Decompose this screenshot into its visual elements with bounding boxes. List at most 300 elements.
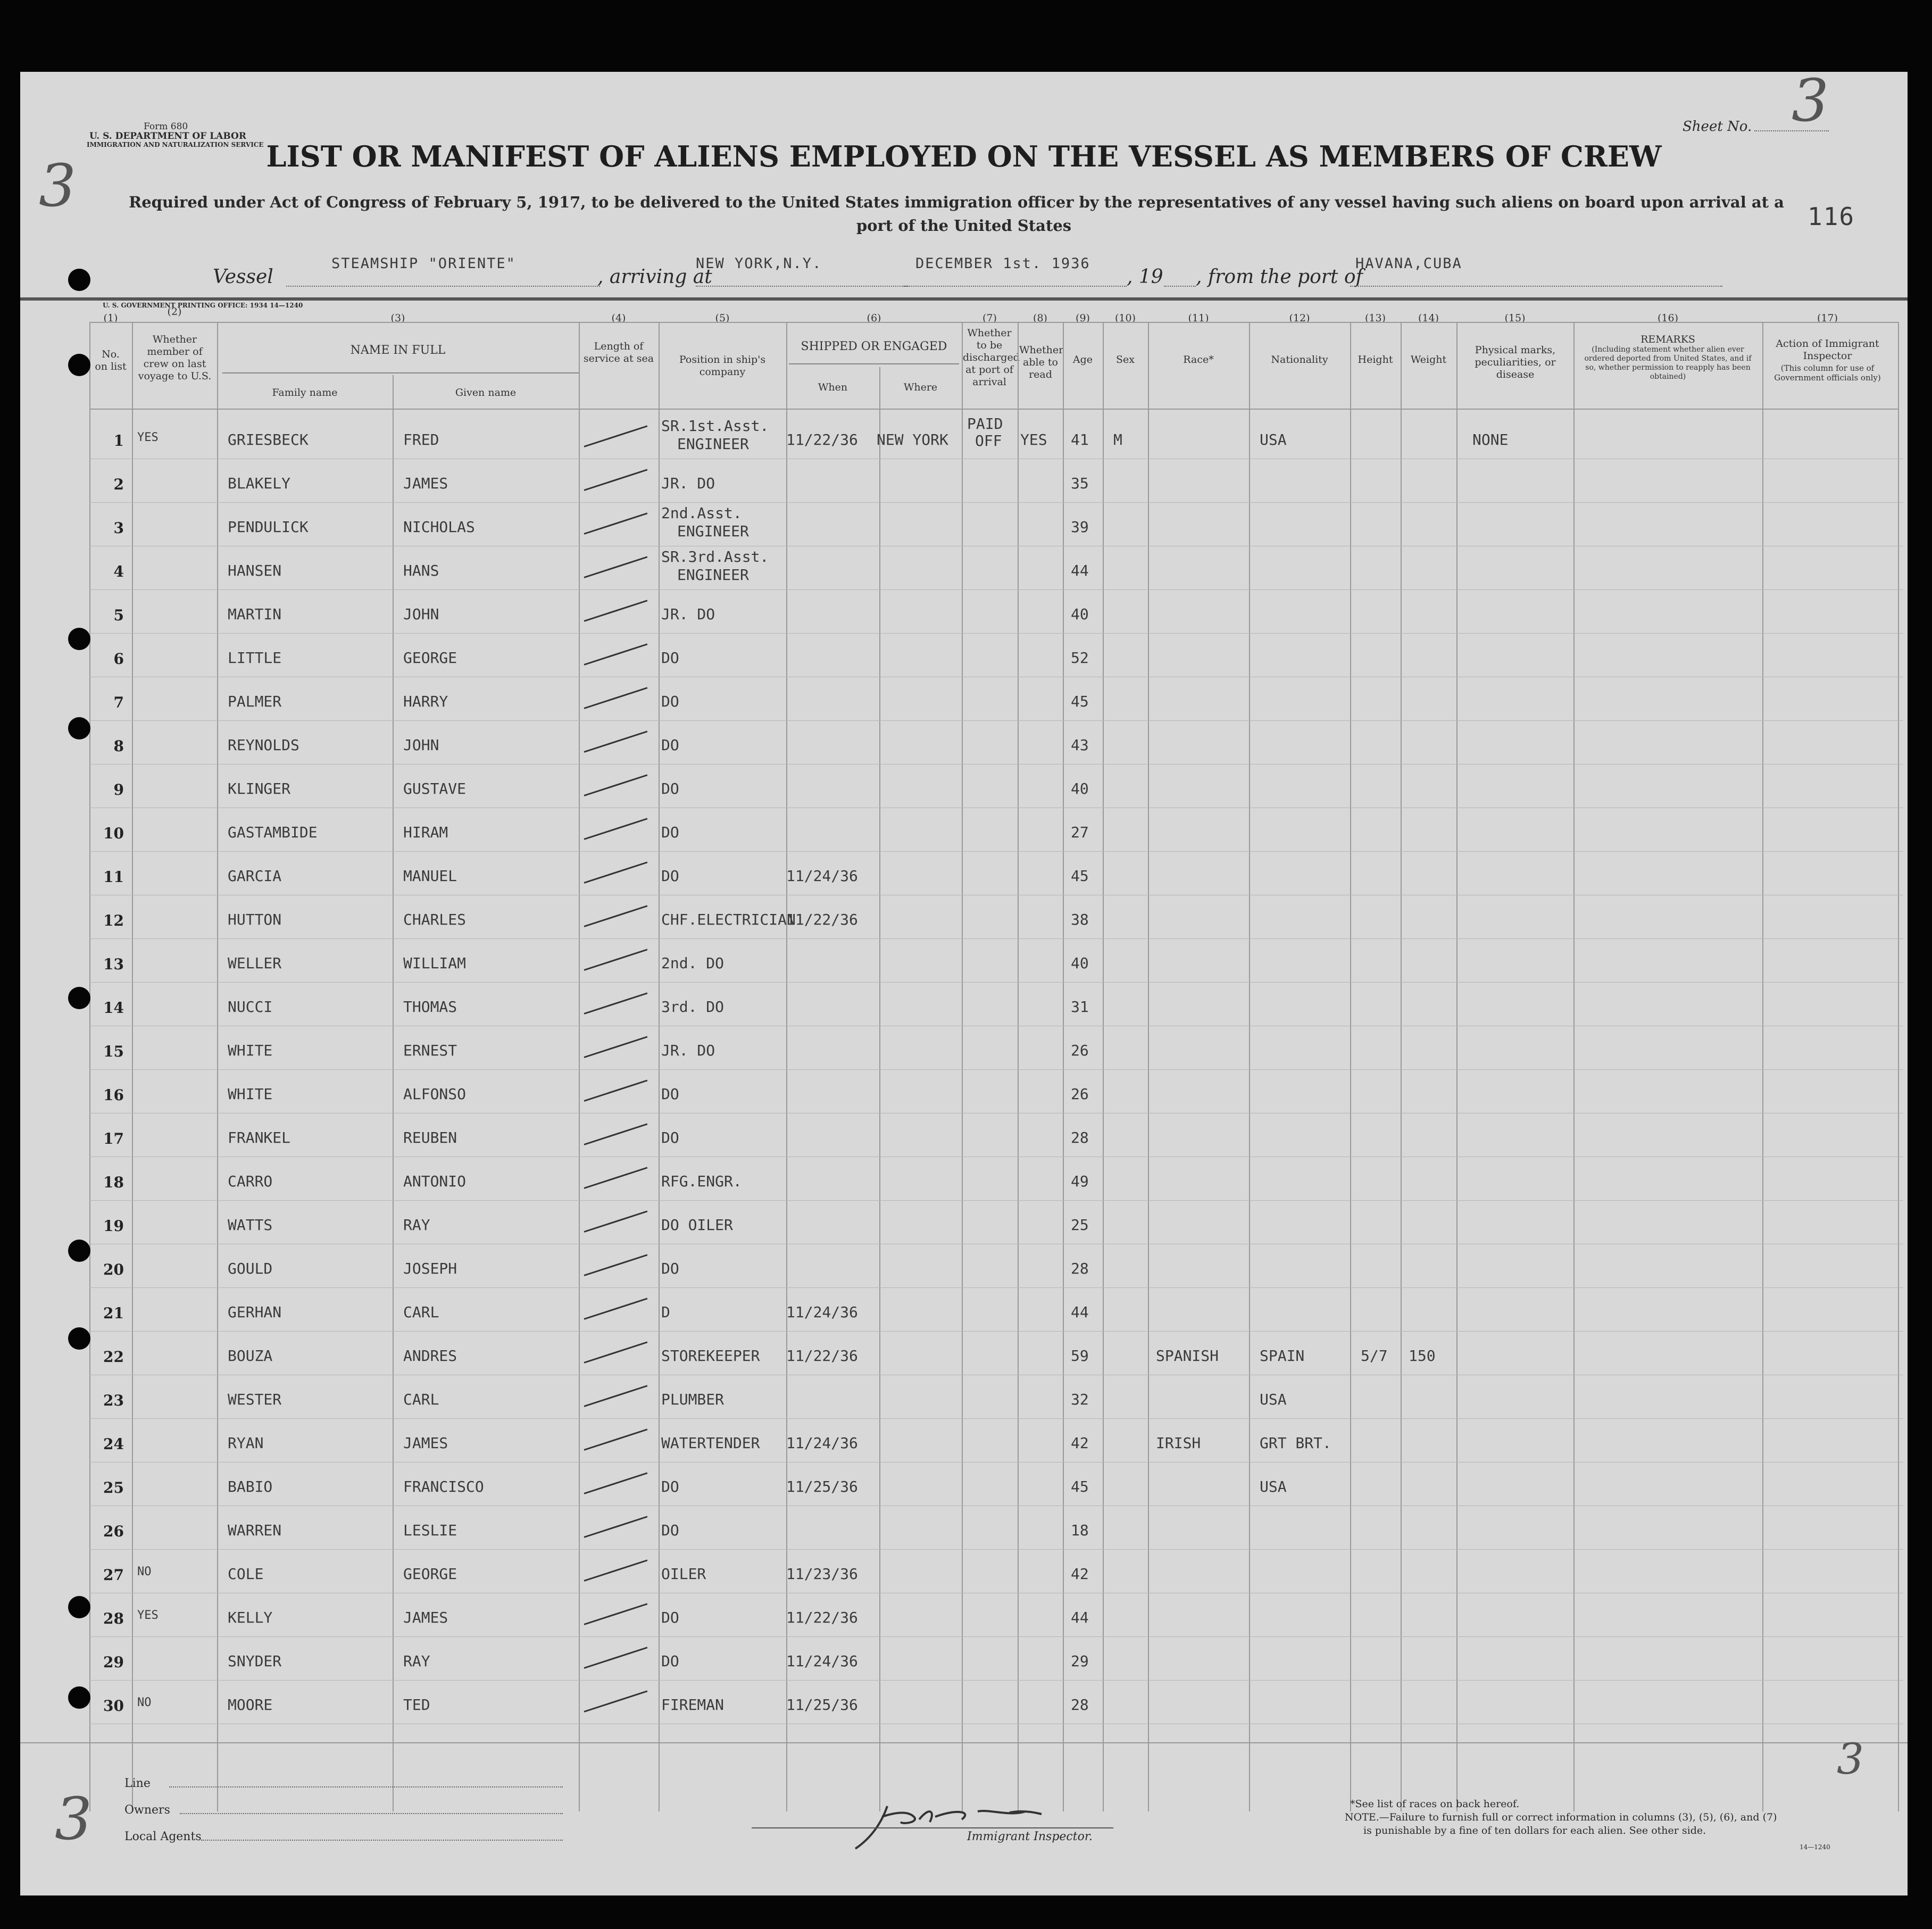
position: DO <box>661 693 679 710</box>
age: 43 <box>1071 736 1089 754</box>
table-row <box>20 415 1908 459</box>
row-number: 19 <box>103 1217 124 1235</box>
age: 38 <box>1071 911 1089 928</box>
sheet-number-label: Sheet No. <box>1683 119 1752 135</box>
able-to-read: YES <box>1020 431 1047 448</box>
position: DO <box>661 1521 679 1539</box>
position: DO <box>661 736 679 754</box>
binder-hole <box>68 1686 90 1709</box>
table-row <box>20 764 1908 808</box>
family-name: PALMER <box>228 693 282 710</box>
family-name: BLAKELY <box>228 475 291 492</box>
penalty-note-2: is punishable by a fine of ten dollars for each alien. See other side. <box>1363 1825 1706 1836</box>
position: DO <box>661 1609 679 1626</box>
shipped-when: 11/24/36 <box>786 1303 858 1321</box>
col-head-sex: Sex <box>1116 354 1135 365</box>
row-number: 8 <box>113 737 124 755</box>
footer-left-mark: 3 <box>55 1785 92 1853</box>
col-head-shipped: SHIPPED OR ENGAGED <box>801 340 947 353</box>
col-head-race: Race* <box>1183 354 1214 365</box>
family-name: REYNOLDS <box>228 736 299 754</box>
table-row <box>20 938 1908 982</box>
given-name: RAY <box>403 1216 430 1234</box>
race: IRISH <box>1156 1434 1201 1452</box>
service-check-mark <box>584 1472 648 1494</box>
col-num-3: (3) <box>390 312 405 324</box>
form-code: 14—1240 <box>1800 1843 1830 1851</box>
col-num-11: (11) <box>1188 312 1209 324</box>
col-num-15: (15) <box>1504 312 1526 324</box>
table-row <box>20 1200 1908 1244</box>
table-row <box>20 589 1908 633</box>
given-name: ANDRES <box>403 1347 457 1365</box>
printing-office-line: U. S. GOVERNMENT PRINTING OFFICE: 1934 14—1240 <box>103 302 303 309</box>
row-number: 10 <box>103 825 124 842</box>
table-row <box>20 1157 1908 1200</box>
row-number: 27 <box>103 1566 124 1584</box>
owners-field <box>180 1813 563 1814</box>
family-name: MOORE <box>228 1696 273 1714</box>
service-check-mark <box>584 774 648 796</box>
age: 40 <box>1071 780 1089 797</box>
family-name: HANSEN <box>228 562 282 579</box>
vessel-label: Vessel <box>213 266 273 288</box>
service-check-mark <box>584 643 648 665</box>
corner-mark: 3 <box>39 152 76 220</box>
position-line-2: ENGINEER <box>677 566 749 584</box>
given-name: TED <box>403 1696 430 1714</box>
weight: 150 <box>1409 1347 1436 1365</box>
row-number: 18 <box>103 1174 124 1191</box>
table-row <box>20 808 1908 851</box>
service-check-mark <box>584 1428 648 1450</box>
line-label: Line <box>124 1777 151 1790</box>
row-number: 24 <box>103 1435 124 1453</box>
family-name: COLE <box>228 1565 264 1583</box>
row-number: 2 <box>113 476 124 493</box>
col-num-9: (9) <box>1076 312 1090 324</box>
table-row <box>20 1462 1908 1506</box>
nationality: SPAIN <box>1260 1347 1305 1365</box>
col-head-weight: Weight <box>1410 354 1447 365</box>
penalty-note: NOTE.—Failure to furnish full or correct information in columns (3), (5), (6), and (7) <box>1345 1811 1777 1823</box>
year-label: , 19 <box>1127 266 1163 288</box>
position-line-2: ENGINEER <box>677 522 749 540</box>
page-title: LIST OR MANIFEST OF ALIENS EMPLOYED ON THE VESSEL AS MEMBERS OF CREW <box>266 139 1662 173</box>
position: PLUMBER <box>661 1391 724 1408</box>
position: D <box>661 1303 670 1321</box>
col-head-no: No. on list <box>95 348 127 372</box>
col-head-remarks: REMARKS <box>1640 334 1695 345</box>
col-num-14: (14) <box>1418 312 1439 324</box>
page-subtitle-2: port of the United States <box>856 217 1072 235</box>
binder-hole <box>68 987 90 1009</box>
col-num-12: (12) <box>1289 312 1310 324</box>
table-row <box>20 1680 1908 1724</box>
binder-hole <box>68 1327 90 1350</box>
given-name: MANUEL <box>403 867 457 885</box>
age: 45 <box>1071 693 1089 710</box>
col-num-4: (4) <box>611 312 626 324</box>
service-check-mark <box>584 1254 648 1276</box>
service-check-mark <box>584 818 648 839</box>
row-number: 21 <box>103 1304 124 1322</box>
position: DO <box>661 1652 679 1670</box>
col-head-age: Age <box>1072 354 1093 365</box>
owners-label: Owners <box>124 1803 170 1817</box>
inspector-signature <box>850 1795 1100 1854</box>
table-row <box>20 1331 1908 1375</box>
age: 18 <box>1071 1521 1089 1539</box>
col-num-7: (7) <box>982 312 997 324</box>
given-name: HANS <box>403 562 439 579</box>
nationality: GRT BRT. <box>1260 1434 1331 1452</box>
col-head-nationality: Nationality <box>1271 354 1328 365</box>
given-name: ALFONSO <box>403 1085 467 1103</box>
table-row <box>20 459 1908 502</box>
col-head-where: Where <box>903 381 938 393</box>
age: 28 <box>1071 1696 1089 1714</box>
nationality: USA <box>1260 1391 1287 1408</box>
family-name: FRANKEL <box>228 1129 291 1146</box>
given-name: JOHN <box>403 605 439 623</box>
service-check-mark <box>584 1385 648 1407</box>
service-check-mark <box>584 992 648 1014</box>
row-number: 16 <box>103 1086 124 1104</box>
position: DO <box>661 1260 679 1277</box>
table-row <box>20 720 1908 764</box>
row-number: 12 <box>103 912 124 929</box>
family-name: MARTIN <box>228 605 282 623</box>
position: DO <box>661 867 679 885</box>
position: DO <box>661 824 679 841</box>
col-head-name: NAME IN FULL <box>350 344 446 357</box>
service-check-mark <box>584 556 648 578</box>
age: 59 <box>1071 1347 1089 1365</box>
race: SPANISH <box>1156 1347 1219 1365</box>
family-name: WHITE <box>228 1042 273 1059</box>
page-subtitle: Required under Act of Congress of February 5, 1917, to be delivered to the United States immigration officer by the representatives of any vessel having such aliens on board upon arrival at a <box>129 193 1784 211</box>
row-number: 22 <box>103 1348 124 1366</box>
col-head-service: Length of service at sea <box>583 340 654 364</box>
age: 45 <box>1071 867 1089 885</box>
family-name: GOULD <box>228 1260 273 1277</box>
line-field <box>169 1786 563 1787</box>
age: 44 <box>1071 1303 1089 1321</box>
binder-hole <box>68 269 90 291</box>
given-name: ERNEST <box>403 1042 457 1059</box>
crew-status: NO <box>137 1696 152 1709</box>
row-number: 13 <box>103 955 124 973</box>
row-number: 14 <box>103 999 124 1017</box>
shipped-when: 11/22/36 <box>786 1347 858 1365</box>
crew-status: NO <box>137 1565 152 1578</box>
table-row <box>20 1636 1908 1680</box>
given-name: WILLIAM <box>403 954 467 972</box>
given-name: HIRAM <box>403 824 448 841</box>
family-name: WESTER <box>228 1391 282 1408</box>
position: RFG.ENGR. <box>661 1173 742 1190</box>
given-name: LESLIE <box>403 1521 457 1539</box>
col-num-1: (1) <box>103 312 118 324</box>
service-check-mark <box>584 1167 648 1188</box>
position: FIREMAN <box>661 1696 724 1714</box>
sex: M <box>1113 431 1122 448</box>
position: JR. DO <box>661 605 715 623</box>
col-num-13: (13) <box>1364 312 1386 324</box>
row-number: 20 <box>103 1261 124 1278</box>
position: SR.1st.Asst. <box>661 417 769 435</box>
table-row <box>20 1506 1908 1549</box>
service-check-mark <box>584 1036 648 1058</box>
height: 5/7 <box>1361 1347 1388 1365</box>
service-check-mark <box>584 730 648 752</box>
position: 2nd. DO <box>661 954 724 972</box>
col-num-10: (10) <box>1114 312 1136 324</box>
age: 32 <box>1071 1391 1089 1408</box>
inspector-line <box>752 1827 1113 1828</box>
discharge-line-2: OFF <box>975 432 1002 450</box>
age: 27 <box>1071 824 1089 841</box>
family-name: WELLER <box>228 954 282 972</box>
family-name: BABIO <box>228 1478 273 1495</box>
given-name: RAY <box>403 1652 430 1670</box>
table-row <box>20 1244 1908 1287</box>
discharge: PAID <box>967 415 1003 433</box>
col-head-inspector: Action of Immigrant Inspector <box>1776 338 1879 362</box>
table-row <box>20 1418 1908 1462</box>
crew-status: YES <box>137 1609 159 1622</box>
family-name: NUCCI <box>228 998 273 1016</box>
age: 49 <box>1071 1173 1089 1190</box>
nationality: USA <box>1260 1478 1287 1495</box>
form-number: Form 680 <box>144 121 188 132</box>
inspector-label: Immigrant Inspector. <box>967 1830 1093 1843</box>
age: 45 <box>1071 1478 1089 1495</box>
position: 3rd. DO <box>661 998 724 1016</box>
given-name: NICHOLAS <box>403 518 475 536</box>
family-name: GARCIA <box>228 867 282 885</box>
col-num-5: (5) <box>715 312 730 324</box>
position: JR. DO <box>661 475 715 492</box>
department-name: U. S. DEPARTMENT OF LABOR <box>89 131 246 142</box>
row-number: 17 <box>103 1130 124 1148</box>
local-agents-label: Local Agents <box>124 1830 202 1843</box>
row-number: 30 <box>103 1697 124 1715</box>
service-check-mark <box>584 469 648 490</box>
stamp-number: 116 <box>1808 202 1855 231</box>
family-name: PENDULICK <box>228 518 309 536</box>
given-name: ANTONIO <box>403 1173 467 1190</box>
vessel-name: STEAMSHIP "ORIENTE" <box>331 255 516 272</box>
shipped-where: NEW YORK <box>877 431 948 448</box>
given-name: THOMAS <box>403 998 457 1016</box>
family-name: WARREN <box>228 1521 282 1539</box>
col-head-family: Family name <box>272 387 338 398</box>
footer-right-mark: 3 <box>1837 1734 1864 1784</box>
row-number: 6 <box>113 650 124 668</box>
family-name: LITTLE <box>228 649 282 667</box>
arrival-date: DECEMBER 1st. 1936 <box>915 255 1090 272</box>
age: 25 <box>1071 1216 1089 1234</box>
age: 44 <box>1071 562 1089 579</box>
position: DO <box>661 1085 679 1103</box>
service-name: IMMIGRATION AND NATURALIZATION SERVICE <box>87 141 264 148</box>
shipped-when: 11/24/36 <box>786 1434 858 1452</box>
shipped-when: 11/25/36 <box>786 1478 858 1495</box>
age: 29 <box>1071 1652 1089 1670</box>
age: 52 <box>1071 649 1089 667</box>
table-row <box>20 546 1908 589</box>
table-row <box>20 1593 1908 1636</box>
family-name: WATTS <box>228 1216 273 1234</box>
table-row <box>20 633 1908 677</box>
row-number: 28 <box>103 1610 124 1627</box>
row-number: 26 <box>103 1523 124 1540</box>
row-number: 15 <box>103 1043 124 1060</box>
binder-hole <box>68 354 90 376</box>
age: 28 <box>1071 1260 1089 1277</box>
service-check-mark <box>584 1559 648 1581</box>
given-name: JOHN <box>403 736 439 754</box>
table-row <box>20 851 1908 895</box>
age: 41 <box>1071 431 1089 448</box>
family-name: RYAN <box>228 1434 264 1452</box>
age: 26 <box>1071 1085 1089 1103</box>
col-num-6: (6) <box>867 312 881 324</box>
nationality: USA <box>1260 431 1287 448</box>
table-row <box>20 1113 1908 1157</box>
shipped-when: 11/25/36 <box>786 1696 858 1714</box>
position: DO <box>661 649 679 667</box>
given-name: HARRY <box>403 693 448 710</box>
service-check-mark <box>584 600 648 621</box>
table-row <box>20 1375 1908 1418</box>
row-number: 5 <box>113 606 124 624</box>
col-head-discharge: Whether to be discharged at port of arrival <box>963 327 1020 388</box>
table-row <box>20 895 1908 938</box>
given-name: CARL <box>403 1303 439 1321</box>
shipped-when: 11/23/36 <box>786 1565 858 1583</box>
row-number: 29 <box>103 1653 124 1671</box>
local-agents-field <box>201 1840 563 1841</box>
position: SR.3rd.Asst. <box>661 548 769 566</box>
table-row <box>20 1026 1908 1069</box>
service-check-mark <box>584 1516 648 1537</box>
given-name: JOSEPH <box>403 1260 457 1277</box>
shipped-when: 11/22/36 <box>786 911 858 928</box>
family-name: GERHAN <box>228 1303 282 1321</box>
col-head-when: When <box>818 381 848 393</box>
given-name: JAMES <box>403 475 448 492</box>
manifest-sheet <box>20 72 1908 1895</box>
age: 40 <box>1071 605 1089 623</box>
given-name: GEORGE <box>403 1565 457 1583</box>
from-port-label: , from the port of <box>1196 266 1363 288</box>
col-head-position: Position in ship's company <box>679 354 766 378</box>
service-check-mark <box>584 1079 648 1101</box>
arriving-label: , arriving at <box>597 266 712 288</box>
binder-hole <box>68 1240 90 1262</box>
given-name: GUSTAVE <box>403 780 467 797</box>
service-check-mark <box>584 425 648 447</box>
age: 35 <box>1071 475 1089 492</box>
service-check-mark <box>584 687 648 709</box>
given-name: CHARLES <box>403 911 467 928</box>
given-name: FRED <box>403 431 439 448</box>
position: JR. DO <box>661 1042 715 1059</box>
given-name: GEORGE <box>403 649 457 667</box>
family-name: GASTAMBIDE <box>228 824 318 841</box>
row-number: 25 <box>103 1479 124 1496</box>
age: 44 <box>1071 1609 1089 1626</box>
sheet-mark: 3 <box>1792 72 1829 135</box>
age: 31 <box>1071 998 1089 1016</box>
age: 26 <box>1071 1042 1089 1059</box>
shipped-when: 11/24/36 <box>786 1652 858 1670</box>
col-num-17: (17) <box>1817 312 1838 324</box>
col-head-given: Given name <box>455 387 517 398</box>
binder-hole <box>68 628 90 650</box>
family-name: BOUZA <box>228 1347 273 1365</box>
given-name: FRANCISCO <box>403 1478 484 1495</box>
row-number: 11 <box>103 868 124 886</box>
table-row <box>20 982 1908 1026</box>
col-num-16: (16) <box>1657 312 1678 324</box>
age: 39 <box>1071 518 1089 536</box>
service-check-mark <box>584 512 648 534</box>
family-name: SNYDER <box>228 1652 282 1670</box>
shipped-when: 11/24/36 <box>786 867 858 885</box>
row-number: 7 <box>113 694 124 711</box>
col-num-8: (8) <box>1033 312 1047 324</box>
given-name: REUBEN <box>403 1129 457 1146</box>
table-row <box>20 1287 1908 1331</box>
col-num-2: (2) <box>167 306 182 318</box>
service-check-mark <box>584 1647 648 1668</box>
service-check-mark <box>584 1298 648 1319</box>
crew-status: YES <box>137 431 159 444</box>
position: STOREKEEPER <box>661 1347 760 1365</box>
position: WATERTENDER <box>661 1434 760 1452</box>
arriving-port: NEW YORK,N.Y. <box>696 255 822 272</box>
col-head-height: Height <box>1358 354 1393 365</box>
race-note: *See list of races on back hereof. <box>1350 1798 1520 1810</box>
row-number: 9 <box>113 781 124 799</box>
age: 28 <box>1071 1129 1089 1146</box>
given-name: CARL <box>403 1391 439 1408</box>
position: DO <box>661 780 679 797</box>
row-number: 1 <box>113 432 124 450</box>
service-check-mark <box>584 1603 648 1625</box>
row-number: 23 <box>103 1392 124 1409</box>
service-check-mark <box>584 1690 648 1712</box>
shipped-when: 11/22/36 <box>786 431 858 448</box>
service-check-mark <box>584 1210 648 1232</box>
family-name: HUTTON <box>228 911 282 928</box>
row-number: 3 <box>113 519 124 537</box>
service-check-mark <box>584 1341 648 1363</box>
service-check-mark <box>584 861 648 883</box>
age: 40 <box>1071 954 1089 972</box>
family-name: KLINGER <box>228 780 291 797</box>
table-row <box>20 502 1908 546</box>
position: 2nd.Asst. <box>661 504 742 522</box>
position: OILER <box>661 1565 706 1583</box>
given-name: JAMES <box>403 1609 448 1626</box>
col-head-inspector-note: (This column for use of Government officials only) <box>1774 363 1881 383</box>
position: DO <box>661 1478 679 1495</box>
